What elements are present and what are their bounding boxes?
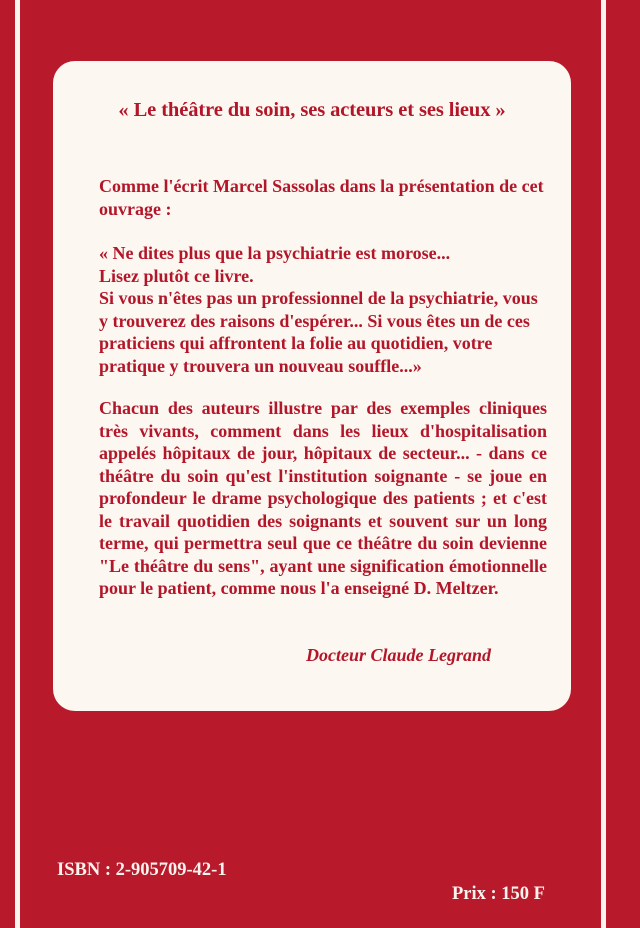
book-title: « Le théâtre du soin, ses acteurs et ses lieux » (118, 99, 506, 121)
text-panel (53, 61, 571, 711)
body-paragraph (99, 397, 547, 600)
quote-line-1: « Ne dites plus que la psychiatrie est morose... (99, 243, 451, 263)
left-border-stripe (15, 0, 20, 928)
body-text: Chacun des auteurs illustre par des exemples cliniques très vivants, comment dans les lieux d'hospitalisation appelés hôpitaux de jour, hôpitaux de secteur... - dans ce théâtre du soin qu'est l'institution soignante - se joue en profondeur le drame psychologique des patients ; et c'est le travail quotidien des soignants et souvent sur un long terme, qui permettra seul que ce théâtre du soin devienne "Le théâtre du sens", ayant une signification émotionnelle pour le patient, comme nous l'a enseigné D. Meltzer. (99, 398, 547, 598)
quote-line-2: Lisez plutôt ce livre. (99, 265, 254, 286)
price-label: Prix : 150 F (452, 884, 545, 904)
intro-paragraph (99, 175, 547, 220)
isbn-label: ISBN : 2-905709-42-1 (57, 860, 227, 880)
signature: Docteur Claude Legrand (305, 645, 491, 665)
right-border-stripe (601, 0, 606, 928)
quote-line-3: Si vous n'êtes pas un professionnel de la psychiatrie, vous y trouverez des raisons d'espérer... Si vous êtes un de ces praticiens qui affrontent la folie au quotidien, votre pratique y trouvera un nouveau souffle...» (99, 288, 538, 376)
intro-text: Comme l'écrit Marcel Sassolas dans la présentation de cet ouvrage : (99, 176, 544, 219)
quote-paragraph (99, 242, 547, 377)
